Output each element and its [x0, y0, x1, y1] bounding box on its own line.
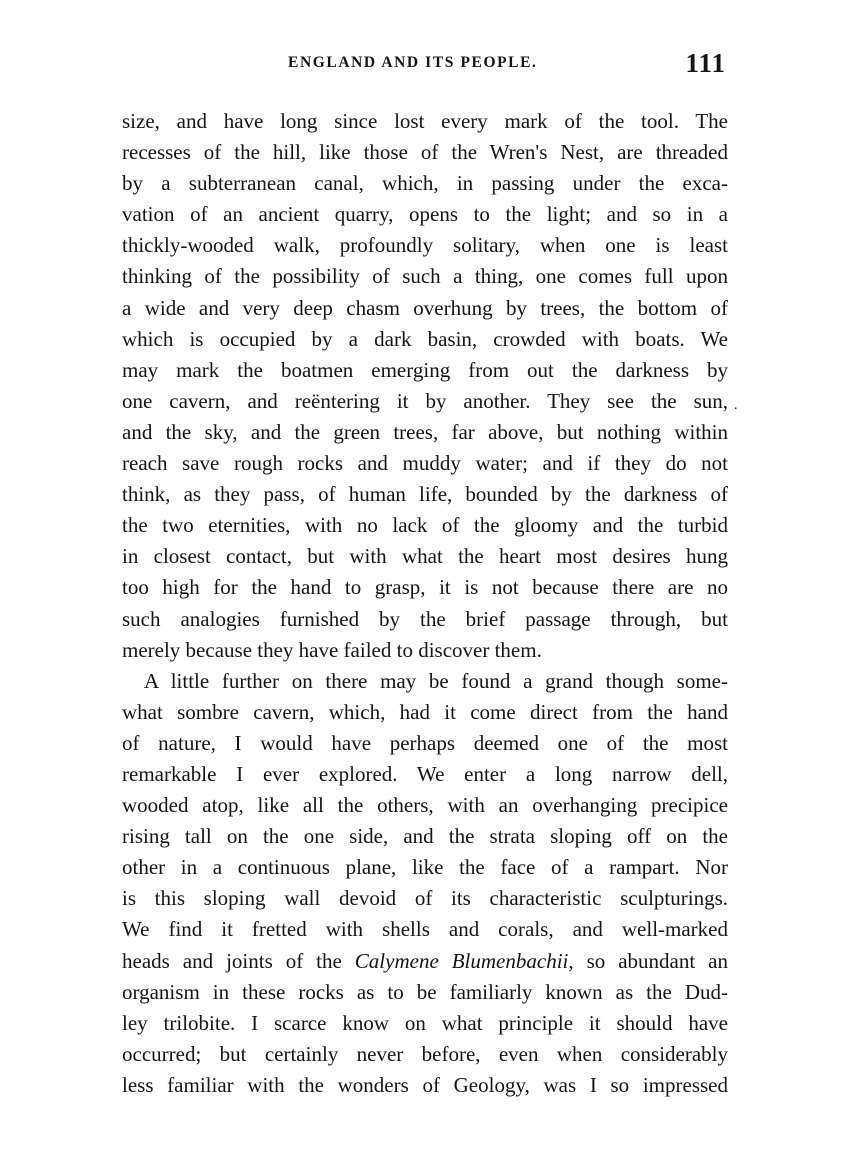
text-line: remarkable I ever explored. We enter a long narrow dell, [122, 761, 728, 786]
text-line: A little further on there may be found a grand though some- [144, 668, 728, 693]
text-line: recesses of the hill, like those of the Wren's Nest, are threaded [122, 140, 728, 165]
text-line: may mark the boatmen emerging from out the darkness by [122, 357, 728, 382]
text-line: thinking of the possibility of such a thing, one comes full upon [122, 264, 728, 289]
text-line: less familiar with the wonders of Geology, was I so impressed [122, 1072, 728, 1097]
text-line: think, as they pass, of human life, bounded by the darkness of [122, 482, 728, 507]
text-line: the two eternities, with no lack of the gloomy and the turbid [122, 513, 728, 538]
text-line: other in a continuous plane, like the face of a rampart. Nor [122, 855, 728, 880]
paragraph [122, 666, 728, 1101]
text-line: of nature, I would have perhaps deemed one of the most [122, 730, 728, 755]
text-line: a wide and very deep chasm overhung by trees, the bottom of [122, 295, 728, 320]
species-name: Calymene Blumenbachii [354, 948, 569, 973]
text-line: rising tall on the one side, and the strata sloping off on the [122, 824, 728, 849]
text-line: occurred; but certainly never before, even when considerably [122, 1041, 728, 1066]
ink-speck: . [734, 398, 738, 413]
page-number: 111 [685, 48, 726, 78]
body-text [122, 106, 728, 1101]
running-title: ENGLAND AND ITS PEOPLE. [288, 54, 538, 71]
paragraph [122, 106, 728, 666]
text-line: merely because they have failed to discover them. [122, 637, 542, 662]
text-line: We find it fretted with shells and corals, and well-marked [122, 917, 728, 942]
text-line: too high for the hand to grasp, it is not because there are no [122, 575, 728, 600]
text-line: is this sloping wall devoid of its characteristic sculpturings. [122, 886, 728, 911]
text-line: which is occupied by a dark basin, crowded with boats. We [122, 326, 728, 351]
text-line: and the sky, and the green trees, far above, but nothing within [122, 419, 728, 444]
text-line: size, and have long since lost every mark of the tool. The [122, 109, 728, 133]
text-line: what sombre cavern, which, had it come direct from the hand [122, 699, 728, 724]
text-line: organism in these rocks as to be familiarly known as the Dud- [122, 979, 728, 1004]
text-line: vation of an ancient quarry, opens to the light; and so in a [122, 202, 728, 227]
text-line: ley trilobite. I scarce know on what principle it should have [122, 1010, 728, 1035]
text-line: in closest contact, but with what the heart most desires hung [122, 544, 728, 569]
text-line: wooded atop, like all the others, with an overhanging precipice [122, 793, 728, 818]
text-line: such analogies furnished by the brief passage through, but [122, 606, 728, 631]
text-line: heads and joints of the Calymene Blumenbachii, so abundant an [122, 948, 728, 973]
running-head [122, 48, 728, 82]
text-line: by a subterranean canal, which, in passing under the exca- [122, 171, 728, 196]
text-line: one cavern, and reëntering it by another. They see the sun, [122, 388, 728, 413]
text-line: reach save rough rocks and muddy water; and if they do not [122, 451, 728, 476]
text-line: thickly-wooded walk, profoundly solitary, when one is least [122, 233, 728, 258]
